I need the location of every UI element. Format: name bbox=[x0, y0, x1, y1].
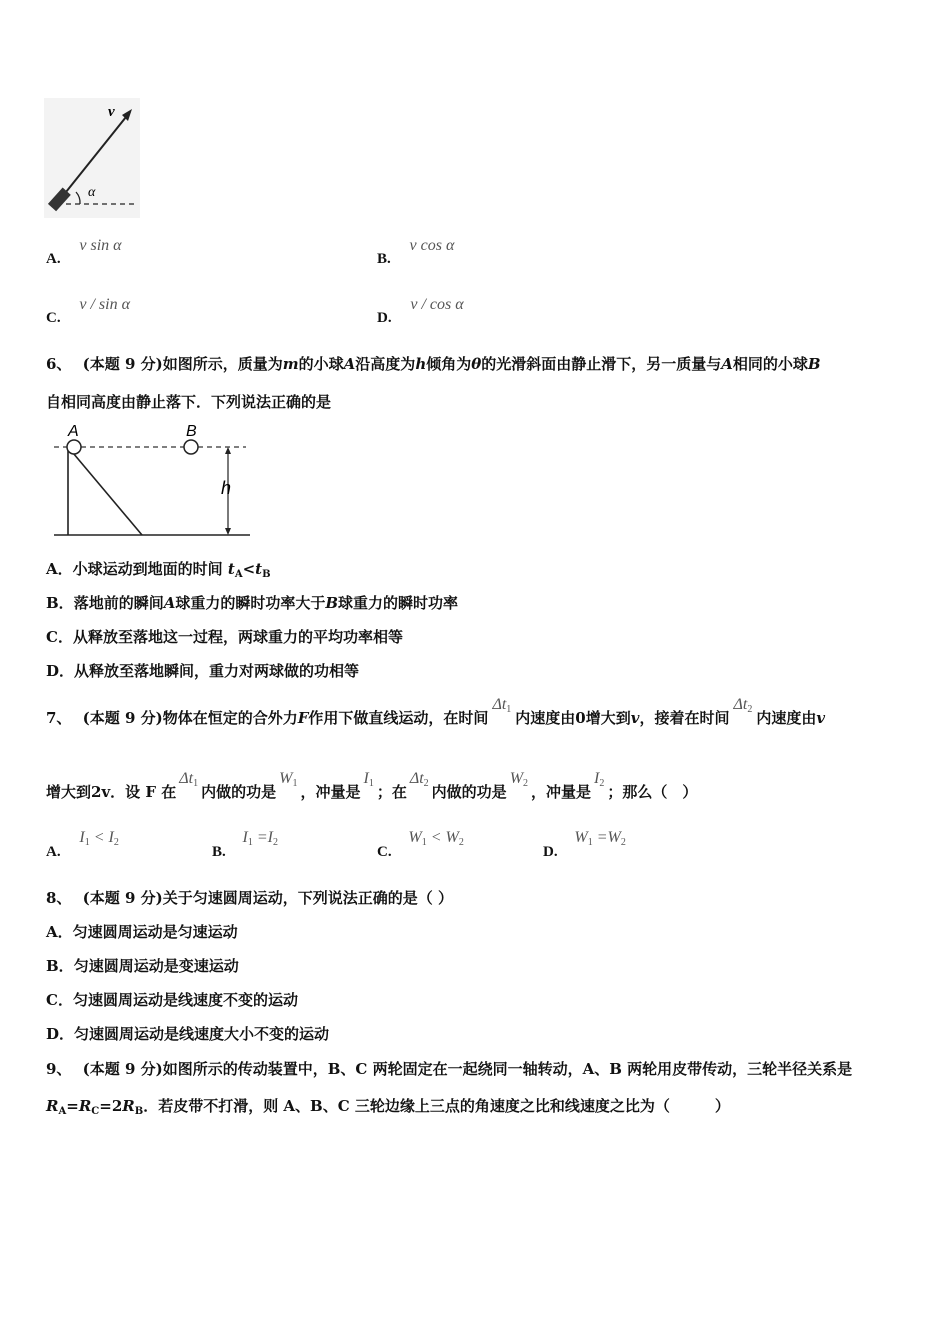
q7-option-a[interactable] bbox=[46, 828, 119, 860]
q7-stem-line1 bbox=[46, 696, 826, 734]
i1: $I_1$ bbox=[363, 770, 374, 789]
text: = bbox=[66, 1097, 79, 1115]
w2: $W_2$ bbox=[509, 770, 529, 789]
height-arrow-top-icon bbox=[225, 447, 231, 454]
option-letter: A． bbox=[46, 923, 73, 941]
text: 内速度由 bbox=[515, 709, 576, 727]
text: 增大到 bbox=[585, 709, 631, 727]
option-text: 匀速圆周运动是变速运动 bbox=[73, 957, 239, 975]
option-letter: C． bbox=[46, 628, 73, 646]
option-text: 匀速圆周运动是线速度大小不变的运动 bbox=[74, 1025, 330, 1043]
option-letter: D． bbox=[46, 1025, 75, 1043]
sub: B bbox=[134, 1106, 144, 1117]
q9-stem-line2 bbox=[46, 1096, 730, 1122]
var-h: h bbox=[415, 355, 427, 373]
text: ．设 F 在 bbox=[110, 783, 177, 801]
launch-angle-figure bbox=[44, 98, 140, 218]
height-arrow-bottom-icon bbox=[225, 528, 231, 535]
option-expr: $I_1 =I_2$ bbox=[242, 829, 278, 848]
q5-option-a[interactable] bbox=[46, 236, 122, 267]
q7-stem-line2 bbox=[46, 770, 698, 808]
q7-option-d[interactable] bbox=[543, 828, 626, 860]
option-text: 匀速圆周运动是匀速运动 bbox=[72, 923, 238, 941]
option-text: 球重力的瞬时功率 bbox=[338, 594, 459, 612]
q8-stem bbox=[46, 888, 453, 908]
var-v: v bbox=[816, 709, 826, 727]
question-score: (本题 9 分) bbox=[82, 355, 163, 373]
text: 如图所示，质量为 bbox=[162, 355, 283, 373]
option-letter: B． bbox=[46, 594, 74, 612]
q7-option-b[interactable] bbox=[212, 828, 278, 860]
option-text: 落地前的瞬间 bbox=[73, 594, 164, 612]
option-expr: v / sin α bbox=[79, 296, 130, 313]
question-score: (本题 9 分) bbox=[82, 1060, 163, 1078]
ball-b bbox=[184, 440, 198, 454]
option-letter: B． bbox=[46, 957, 74, 975]
option-expr: $W_1 =W_2$ bbox=[574, 829, 626, 848]
q5-option-b[interactable] bbox=[377, 236, 455, 267]
text: ，冲量是 bbox=[300, 783, 361, 801]
option-text: 球重力的瞬时功率大于 bbox=[175, 594, 326, 612]
text: 物体在恒定的合外力 bbox=[162, 709, 298, 727]
q8-option-d[interactable] bbox=[46, 1024, 329, 1044]
delta-t2: $\Delta t_2$ bbox=[733, 696, 753, 715]
q6-stem-line2: 自相同高度由静止落下．下列说法正确的是 bbox=[46, 393, 332, 411]
question-number: 9、 bbox=[46, 1060, 72, 1078]
question-number: 6、 bbox=[46, 355, 72, 373]
w1: $W_1$ bbox=[279, 770, 298, 789]
q6-option-c[interactable] bbox=[46, 627, 403, 647]
i2: $I_2$ bbox=[594, 770, 605, 789]
var-t: t bbox=[227, 560, 235, 578]
option-letter: C. bbox=[377, 844, 392, 860]
text: 内做的功是 bbox=[201, 783, 277, 801]
lt: < bbox=[242, 560, 256, 578]
text: ，冲量是 bbox=[531, 783, 592, 801]
alpha-label: α bbox=[88, 185, 96, 200]
var-t: t bbox=[255, 560, 263, 578]
option-expr: $I_1 < I_2$ bbox=[79, 829, 119, 848]
option-letter: C. bbox=[46, 310, 61, 326]
label-h: h bbox=[221, 478, 232, 498]
var-b: B bbox=[807, 355, 821, 373]
text: ，接着在时间 bbox=[639, 709, 730, 727]
question-score: (本题 9 分) bbox=[82, 709, 163, 727]
q6-option-b[interactable] bbox=[46, 593, 458, 613]
q9-stem-line1 bbox=[46, 1059, 852, 1079]
var-m: m bbox=[282, 355, 299, 373]
q8-option-b[interactable] bbox=[46, 956, 239, 976]
var-a: A bbox=[721, 355, 733, 373]
question-number: 8、 bbox=[46, 889, 72, 907]
var-a: A bbox=[343, 355, 356, 373]
sub: B bbox=[262, 569, 271, 580]
text: 关于匀速圆周运动，下列说法正确的是（ ） bbox=[162, 889, 453, 907]
option-letter: D． bbox=[46, 662, 75, 680]
text: ；那么（ ） bbox=[607, 783, 698, 801]
sub: A bbox=[58, 1106, 67, 1117]
ball-a bbox=[67, 440, 81, 454]
var-v: v bbox=[630, 709, 640, 727]
label-b: B bbox=[186, 423, 197, 440]
text: 如图所示的传动装置中，B、C 两轮固定在一起绕同一轴转动，A、B 两轮用皮带传动，三轮半径关系是 bbox=[162, 1060, 853, 1078]
text: 的小球 bbox=[298, 355, 344, 373]
option-letter: A． bbox=[46, 560, 73, 578]
text: 沿高度为 bbox=[355, 355, 416, 373]
text: =2 bbox=[99, 1097, 123, 1115]
text: 2v bbox=[91, 783, 111, 801]
text: 作用下做直线运动，在时间 bbox=[308, 709, 489, 727]
var-b: B bbox=[325, 594, 339, 612]
delta-t1: $\Delta t_1$ bbox=[492, 696, 512, 715]
option-text: 小球运动到地面的时间 bbox=[72, 560, 228, 578]
var-a: A bbox=[163, 594, 176, 612]
option-expr: v sin α bbox=[79, 237, 122, 254]
var-r: R bbox=[78, 1097, 92, 1115]
sub: A bbox=[234, 569, 243, 580]
option-expr: v / cos α bbox=[410, 296, 464, 313]
delta-t1: $\Delta t_1$ bbox=[179, 770, 199, 789]
var-f: F bbox=[297, 709, 309, 727]
question-number: 7、 bbox=[46, 709, 72, 727]
q6-stem-line1 bbox=[46, 354, 821, 374]
label-a: A bbox=[68, 423, 79, 440]
incline-slope bbox=[68, 447, 142, 535]
text: 内做的功是 bbox=[431, 783, 507, 801]
v-label: v bbox=[108, 104, 115, 120]
var-r: R bbox=[46, 1097, 59, 1115]
q5-option-c[interactable] bbox=[46, 295, 130, 326]
option-letter: C． bbox=[46, 991, 73, 1009]
text: 相同的小球 bbox=[732, 355, 808, 373]
var-r: R bbox=[122, 1097, 135, 1115]
q6-option-d[interactable] bbox=[46, 661, 359, 681]
q8-option-a[interactable] bbox=[46, 922, 238, 942]
option-letter: D. bbox=[377, 310, 392, 326]
q7-option-c[interactable] bbox=[377, 828, 464, 860]
option-text: 匀速圆周运动是线速度不变的运动 bbox=[72, 991, 298, 1009]
question-score: (本题 9 分) bbox=[82, 889, 163, 907]
q6-option-a[interactable] bbox=[46, 559, 271, 585]
text: 倾角为 bbox=[426, 355, 472, 373]
option-text: 从释放至落地瞬间，重力对两球做的功相等 bbox=[74, 662, 360, 680]
text: ；在 bbox=[376, 783, 407, 801]
text: 0 bbox=[575, 709, 586, 727]
text: ．若皮带不打滑，则 A、B、C 三轮边缘上三点的角速度之比和线速度之比为（ ） bbox=[143, 1097, 730, 1115]
text: 增大到 bbox=[46, 783, 92, 801]
incline-figure bbox=[50, 420, 250, 540]
var-theta: θ bbox=[471, 355, 482, 373]
sub: C bbox=[91, 1106, 100, 1117]
q5-option-d[interactable] bbox=[377, 295, 464, 326]
option-expr: v cos α bbox=[409, 237, 455, 254]
q8-option-c[interactable] bbox=[46, 990, 298, 1010]
option-expr: $W_1 < W_2$ bbox=[408, 829, 464, 848]
text: 内速度由 bbox=[756, 709, 817, 727]
option-text: 从释放至落地这一过程，两球重力的平均功率相等 bbox=[72, 628, 403, 646]
option-letter: A. bbox=[46, 844, 61, 860]
option-letter: B. bbox=[212, 844, 226, 860]
option-letter: A. bbox=[46, 251, 61, 267]
option-letter: D. bbox=[543, 844, 558, 860]
text: 的光滑斜面由静止滑下，另一质量与 bbox=[481, 355, 722, 373]
delta-t2: $\Delta t_2$ bbox=[409, 770, 429, 789]
option-letter: B. bbox=[377, 251, 391, 267]
